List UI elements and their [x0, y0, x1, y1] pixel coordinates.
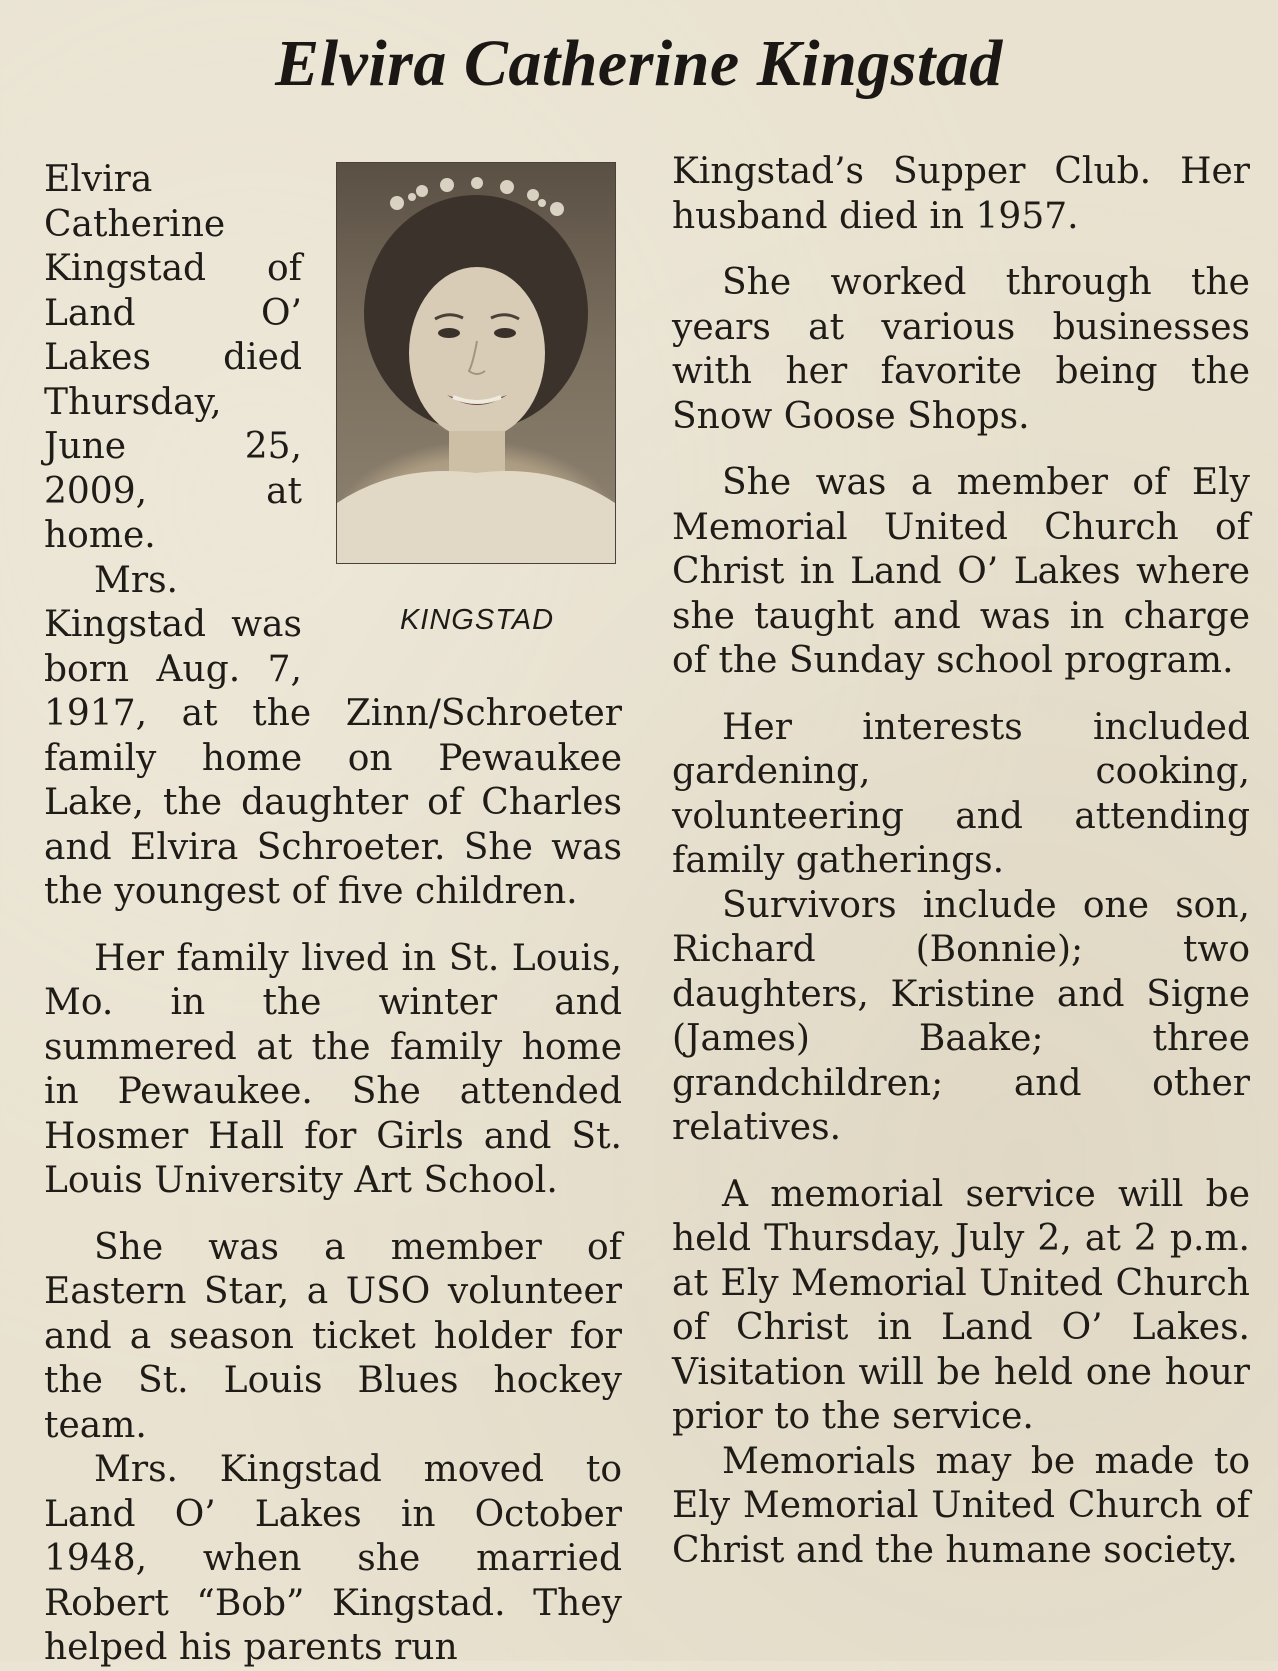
paragraph-supper-club	[672, 150, 1250, 239]
obituary-title: Elvira Catherine Kingstad	[275, 27, 1003, 100]
paragraph-church	[672, 461, 1250, 684]
portrait-block	[332, 162, 622, 682]
right-column	[672, 150, 1250, 1573]
marriage-text: Mrs. Kingstad moved to Land O’ Lakes in October 1948, when she married Robert “Bob” Kingstad. They helped his parents run	[44, 1449, 622, 1668]
church-text: She was a member of Ely Memorial United Church of Christ in Land O’ Lakes where she taught and was in charge of the Sunday school program.	[672, 462, 1250, 681]
paragraph-family	[44, 937, 622, 1204]
memorials-text: Memorials may be made to Ely Memorial United Church of Christ and the humane society.	[672, 1440, 1250, 1571]
paragraph-work	[672, 261, 1250, 439]
survivors-text: Survivors include one son, Richard (Bonnie); two daughters, Kristine and Signe (James) Baake; three grandchildren; and other relatives.	[672, 884, 1250, 1148]
paragraph-interests	[672, 706, 1250, 884]
death-notice-text: Elvira Catherine Kingstad of Land O’ Lakes died Thursday, June 25, 2009, at home.	[44, 159, 302, 556]
work-text: She worked through the years at various businesses with her favorite being the Snow Goose Shops.	[672, 262, 1250, 437]
paragraph-memberships	[44, 1226, 622, 1449]
memorial-service-text: A memorial service will be held Thursday, July 2, at 2 p.m. at Ely Memorial United Church of Christ in Land O’ Lakes. Visitation will be held one hour prior to the service.	[672, 1173, 1250, 1437]
birth-text: Mrs. Kingstad was born Aug. 7, 1917, at the Zinn/Schroeter family home on Pewaukee Lake, the daughter of Charles and Elvira Schroeter. She was the youngest of five children.	[44, 559, 622, 912]
photo-caption: KINGSTAD	[399, 604, 555, 636]
paragraph-memorials	[672, 1440, 1250, 1574]
memberships-text: She was a member of Eastern Star, a USO volunteer and a season ticket holder for the St. Louis Blues hockey team.	[44, 1226, 622, 1446]
interests-text: Her interests included gardening, cooking, volunteering and attending family gatherings.	[672, 706, 1250, 881]
left-column	[44, 158, 622, 1671]
paragraph-marriage	[44, 1448, 622, 1671]
paragraph-survivors	[672, 884, 1250, 1151]
family-text: Her family lived in St. Louis, Mo. in the winter and summered at the family home in Pewaukee. She attended Hosmer Hall for Girls and St. Louis University Art School.	[44, 937, 622, 1201]
portrait-image-icon	[337, 163, 615, 563]
paragraph-memorial-service	[672, 1173, 1250, 1440]
portrait-photo	[336, 162, 616, 564]
supper-club-text: Kingstad’s Supper Club. Her husband died in 1957.	[672, 151, 1250, 237]
